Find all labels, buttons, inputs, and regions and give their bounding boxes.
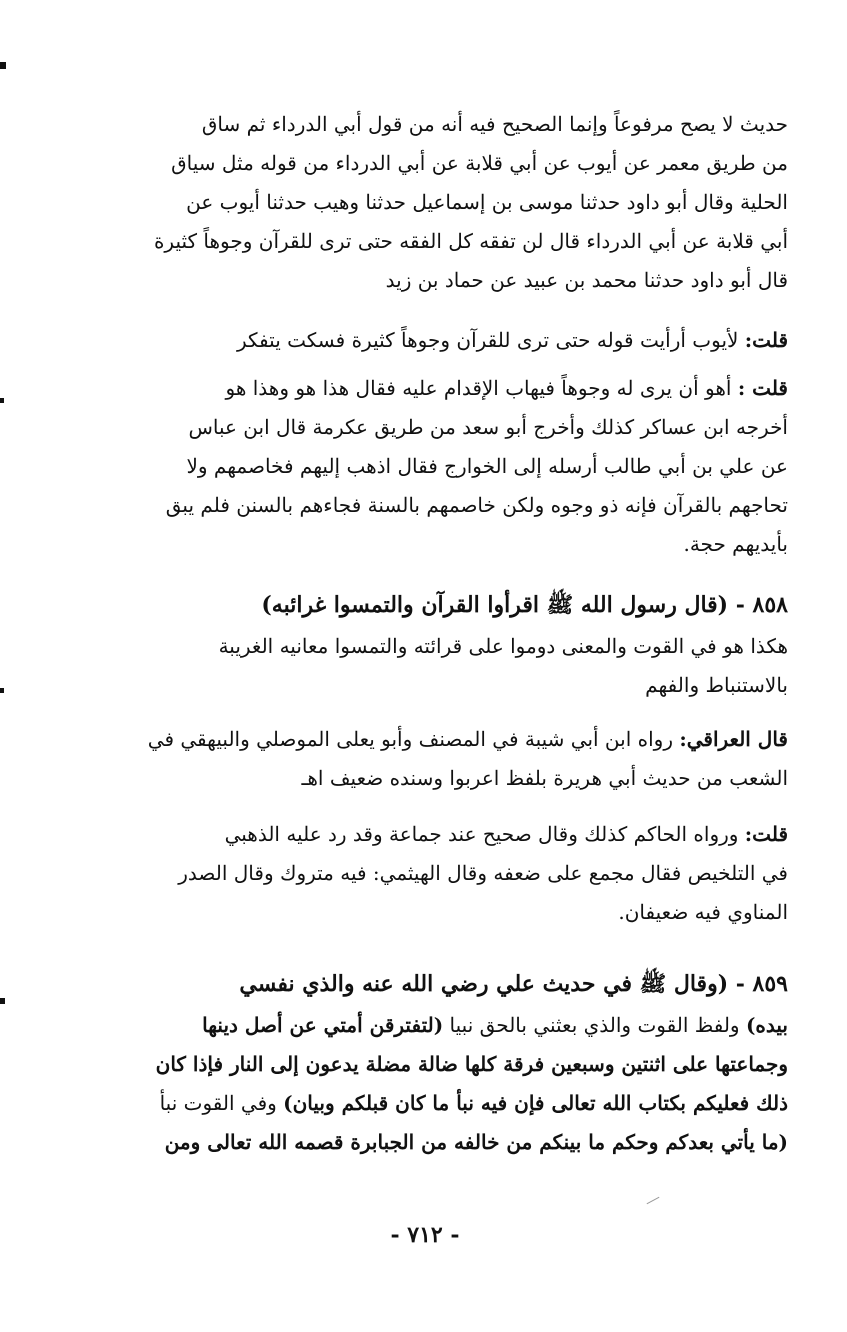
text-fragment: أهو أن يرى له وجوهاً فيهاب الإقدام عليه فقال هذا هو وهذا هو [225, 376, 732, 400]
text-fragment: لأيوب أرأيت قوله حتى ترى للقرآن وجوهاً كثيرة فسكت يتفكر [236, 328, 739, 352]
text-line: الحلية وقال أبو داود حدثنا موسى بن إسماعيل حدثنا وهيب حدثنا أيوب عن [186, 190, 788, 214]
page-number: - ٧١٢ - [390, 1222, 460, 1248]
text-line-bold: وجماعتها على اثنتين وسبعين فرقة كلها ضالة مضلة يدعون إلى النار فإذا كان [155, 1052, 788, 1076]
text-line-bold: (ما يأتي بعدكم وحكم ما بينكم من خالفه من الجبابرة قصمه الله تعالى ومن [164, 1130, 788, 1154]
section-859 [104, 962, 788, 1162]
text-line: بالاستنباط والفهم [645, 673, 788, 697]
text-line: تحاجهم بالقرآن فإنه ذو وجوه ولكن خاصمهم بالسنة فجاءهم بالسنن فلم يبق [165, 493, 788, 517]
text-line: المناوي فيه ضعيفان. [618, 900, 788, 924]
text-line [104, 1084, 788, 1123]
text-fragment: ورواه الحاكم كذلك وقال صحيح عند جماعة وقد رد عليه الذهبي [224, 822, 739, 846]
text-fragment-bold: بيده) [745, 1013, 788, 1037]
text-line: هكذا هو في القوت والمعنى دوموا على قرائته والتمسوا معانيه الغريبة [218, 634, 788, 658]
text-line: الشعب من حديث أبي هريرة بلفظ اعربوا وسنده ضعيف اهـ [301, 766, 788, 790]
scan-speck [647, 1197, 660, 1204]
paragraph-hadith-commentary [104, 105, 788, 300]
qultu-label: قلت : [737, 376, 788, 400]
text-line [104, 321, 788, 360]
paragraph-qultu-hakim [104, 815, 788, 932]
section-858 [104, 583, 788, 705]
text-line [104, 369, 788, 408]
qultu-label: قلت: [744, 822, 788, 846]
text-line: أبي قلابة عن أبي الدرداء قال لن تفقه كل الفقه حتى ترى للقرآن وجوهاً كثيرة [153, 229, 788, 253]
text-fragment: رواه ابن أبي شيبة في المصنف وأبو يعلى الموصلي والبيهقي في [147, 727, 673, 751]
text-fragment: ولفظ القوت والذي بعثني بالحق نبيا [449, 1013, 740, 1037]
section-heading-859: ٨٥٩ - (وقال ﷺ في حديث علي رضي الله عنه والذي نفسي [239, 971, 788, 997]
scan-edge-mark [0, 62, 6, 69]
scan-edge-mark [0, 398, 4, 403]
text-line: أخرجه ابن عساكر كذلك وأخرج أبو سعد من طريق عكرمة قال ابن عباس [188, 415, 788, 439]
text-line [104, 1006, 788, 1045]
text-line: حديث لا يصح مرفوعاً وإنما الصحيح فيه أنه من قول أبي الدرداء ثم ساق [201, 112, 788, 136]
text-fragment-bold: (لتفترقن أمتي عن أصل دينها [202, 1013, 444, 1037]
text-line: بأيديهم حجة. [683, 532, 788, 556]
text-fragment: وفي القوت نبأ [159, 1091, 277, 1115]
scan-edge-mark [0, 688, 4, 693]
text-line: من طريق معمر عن أيوب عن أبي قلابة عن أبي الدرداء من قوله مثل سياق [171, 151, 788, 175]
paragraph-qultu-ayyub [104, 321, 788, 360]
scan-edge-mark [0, 998, 5, 1004]
paragraph-al-iraqi [104, 720, 788, 798]
text-line [104, 815, 788, 854]
text-line: في التلخيص فقال مجمع على ضعفه وقال الهيثمي: فيه متروك وقال الصدر [178, 861, 788, 885]
qultu-label: قلت: [744, 328, 788, 352]
text-line [104, 720, 788, 759]
text-fragment-bold: ذلك فعليكم بكتاب الله تعالى فإن فيه نبأ ما كان قبلكم وبيان) [283, 1091, 788, 1115]
section-heading-858: ٨٥٨ - (قال رسول الله ﷺ اقرأوا القرآن والتمسوا غرائبه) [261, 592, 788, 618]
paragraph-qultu-wujuh [104, 369, 788, 564]
text-line: عن علي بن أبي طالب أرسله إلى الخوارج فقال اذهب إليهم فخاصمهم ولا [186, 454, 788, 478]
iraqi-label: قال العراقي: [679, 727, 788, 751]
text-line: قال أبو داود حدثنا محمد بن عبيد عن حماد بن زيد [385, 268, 788, 292]
